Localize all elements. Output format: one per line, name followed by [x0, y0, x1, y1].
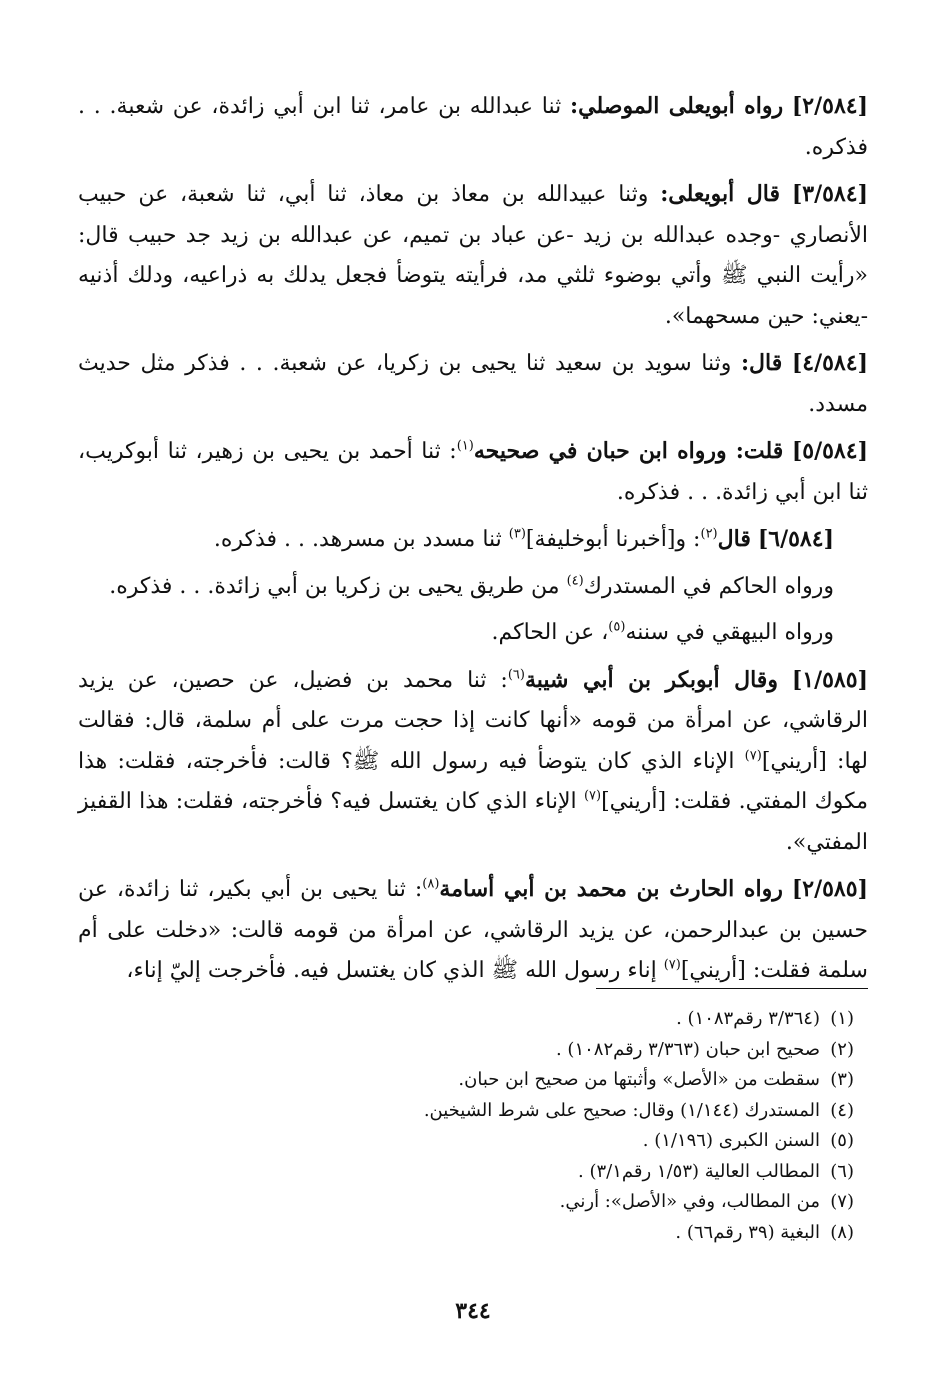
footnote-ref: (١): [456, 438, 474, 454]
narrator-heading: رواه الحارث بن محمد بن أبي أسامة: [439, 876, 783, 902]
footnote-text: المطالب العالية (١/٥٣ رقم٣/١) .: [578, 1160, 820, 1182]
paragraph-text: : ثنا أحمد بن يحيى بن زهير، ثنا أبوكريب، ثنا ابن أبي زائدة. . . فذكره.: [78, 439, 868, 505]
entry-number: [٣/٥٨٤]: [791, 181, 868, 207]
paragraph-p7: [78, 613, 868, 654]
narrator-heading: قال: [717, 526, 751, 552]
footnote-number: (٣): [830, 1069, 854, 1090]
footnote-item: [114, 1187, 854, 1218]
narrator-heading: وقال أبوبكر بن أبي شيبة: [524, 666, 778, 693]
footnote-ref: (٦): [507, 667, 525, 683]
paragraph-p2: [78, 174, 868, 337]
paragraph-text: إناء رسول الله ﷺ الذي كان يغتسل فيه. فأخرجت إليّ إناء،: [126, 958, 664, 983]
narrator-heading: رواه أبويعلى الموصلي:: [570, 93, 784, 119]
footnote-ref: (٣): [508, 526, 526, 542]
narrator-heading: قلت: ورواه ابن حبان في صحيحه: [473, 438, 784, 464]
paragraph-p9: [78, 869, 868, 992]
footnote-text: البغية (٣٩ رقم٦٦) .: [675, 1221, 820, 1243]
paragraph-p4: [78, 431, 868, 513]
paragraph-text: : و[أخبرنا أبوخليفة]: [525, 527, 701, 552]
footnote-item: [114, 1096, 854, 1127]
paragraph-text: ورواه البيهقي في سننه: [625, 620, 834, 645]
footnote-text: (٣/٣٦٤ رقم١٠٨٣) .: [676, 1008, 820, 1029]
entry-number: [٦/٥٨٤]: [757, 526, 834, 552]
narrator-heading: قال أبويعلى:: [660, 181, 780, 207]
footnote-ref: (٨): [422, 876, 440, 892]
footnote-item: [114, 1157, 854, 1188]
paragraph-p3: [78, 343, 868, 425]
paragraph-p5: [78, 519, 868, 561]
paragraph-text: ورواه الحاكم في المستدرك: [583, 573, 834, 599]
entry-number: [١/٥٨٥]: [791, 666, 868, 693]
paragraph-text: الإناء الذي كان يتوضأ فيه رسول الله ﷺ؟ قالت: فأخرجته، فقلت: هذا مكوك المفتي. فقلت: [أريني]: [78, 748, 868, 814]
footnote-text: المستدرك (١/١٤٤) وقال: صحيح على شرط الشيخين.: [423, 1099, 820, 1121]
footnote-item: [114, 1004, 854, 1035]
footnote-number: (٨): [830, 1221, 854, 1243]
footnote-number: (٢): [830, 1038, 854, 1060]
footnote-number: (١): [830, 1008, 854, 1029]
footnote-divider: [596, 988, 868, 989]
footnote-ref: (٤): [566, 573, 584, 589]
paragraph-text: وثنا عبيدالله بن معاذ بن معاذ، ثنا أبي، ثنا شعبة، عن حبيب الأنصاري -وجده عبدالله بن زيد -عن عباد بن تميم، عن عبدالله بن زيد جد حبيب قال: «رأيت النبي ﷺ وأتي بوضوء ثلثي مد، فرأيته يتوضأ فجعل يدلك به ذراعيه، ودلك أذنيه -يعني: حين مسحهما».: [78, 182, 868, 329]
paragraph-text: وثنا سويد بن سعيد ثنا يحيى بن زكريا، عن شعبة. . . فذكر مثل حديث مسدد.: [78, 351, 868, 417]
paragraph-text: الإناء الذي كان يغتسل فيه؟ فأخرجته، فقلت: هذا القفيز المفتي».: [78, 789, 868, 855]
footnote-text: السنن الكبرى (١/١٩٦) .: [642, 1130, 820, 1151]
footnote-number: (٤): [830, 1099, 854, 1121]
paragraph-p8: [78, 660, 868, 864]
footnote-number: (٦): [830, 1160, 854, 1182]
footnote-ref: (٧): [744, 748, 762, 764]
main-text: [78, 86, 868, 998]
footnotes-list: [114, 1004, 854, 1248]
paragraph-p6: [78, 567, 868, 608]
footnote-number: (٧): [830, 1191, 854, 1212]
page-number: ٣٤٤: [455, 1298, 491, 1324]
footnote-item: [114, 1218, 854, 1249]
footnote-ref: (٥): [608, 619, 626, 635]
paragraph-p1: [78, 86, 868, 168]
paragraph-text: : ثنا يحيى بن أبي بكير، ثنا زائدة، عن حسين بن عبدالرحمن، عن يزيد الرقاشي، عن امرأة من قومه قالت: «دخلت على أم سلمة فقلت: [أريني]: [78, 877, 868, 983]
entry-number: [٥/٥٨٤]: [791, 438, 868, 464]
paragraph-text: ، عن الحاكم.: [491, 620, 609, 645]
footnote-ref: (٧): [663, 957, 681, 973]
entry-number: [٢/٥٨٤]: [791, 93, 869, 119]
footnote-number: (٥): [830, 1130, 854, 1151]
paragraph-text: : ثنا محمد بن فضيل، عن حصين، عن يزيد الرقاشي، عن امرأة من قومه «أنها كانت إذا حجت مرت على أم سلمة، قال: فقالت لها: [أريني]: [78, 667, 868, 774]
paragraph-text: من طريق يحيى بن زكريا بن أبي زائدة. . . فذكره.: [109, 573, 567, 599]
footnote-item: [114, 1035, 854, 1066]
footnote-text: سقطت من «الأصل» وأثبتها من صحيح ابن حبان.: [458, 1069, 820, 1090]
paragraph-text: ثنا عبدالله بن عامر، ثنا ابن أبي زائدة، عن شعبة. . . فذكره.: [78, 94, 868, 160]
entry-number: [٢/٥٨٥]: [791, 876, 868, 902]
footnote-item: [114, 1065, 854, 1096]
footnote-text: صحيح ابن حبان (٣/٣٦٣ رقم١٠٨٢) .: [555, 1038, 820, 1060]
footnote-ref: (٢): [700, 526, 718, 542]
footnote-item: [114, 1126, 854, 1157]
footnote-text: من المطالب، وفي «الأصل»: أرني.: [559, 1191, 820, 1212]
narrator-heading: قال:: [740, 350, 783, 376]
paragraph-text: ثنا مسدد بن مسرهد. . . فذكره.: [213, 527, 509, 552]
entry-number: [٤/٥٨٤]: [791, 350, 868, 376]
footnote-ref: (٧): [583, 788, 602, 804]
